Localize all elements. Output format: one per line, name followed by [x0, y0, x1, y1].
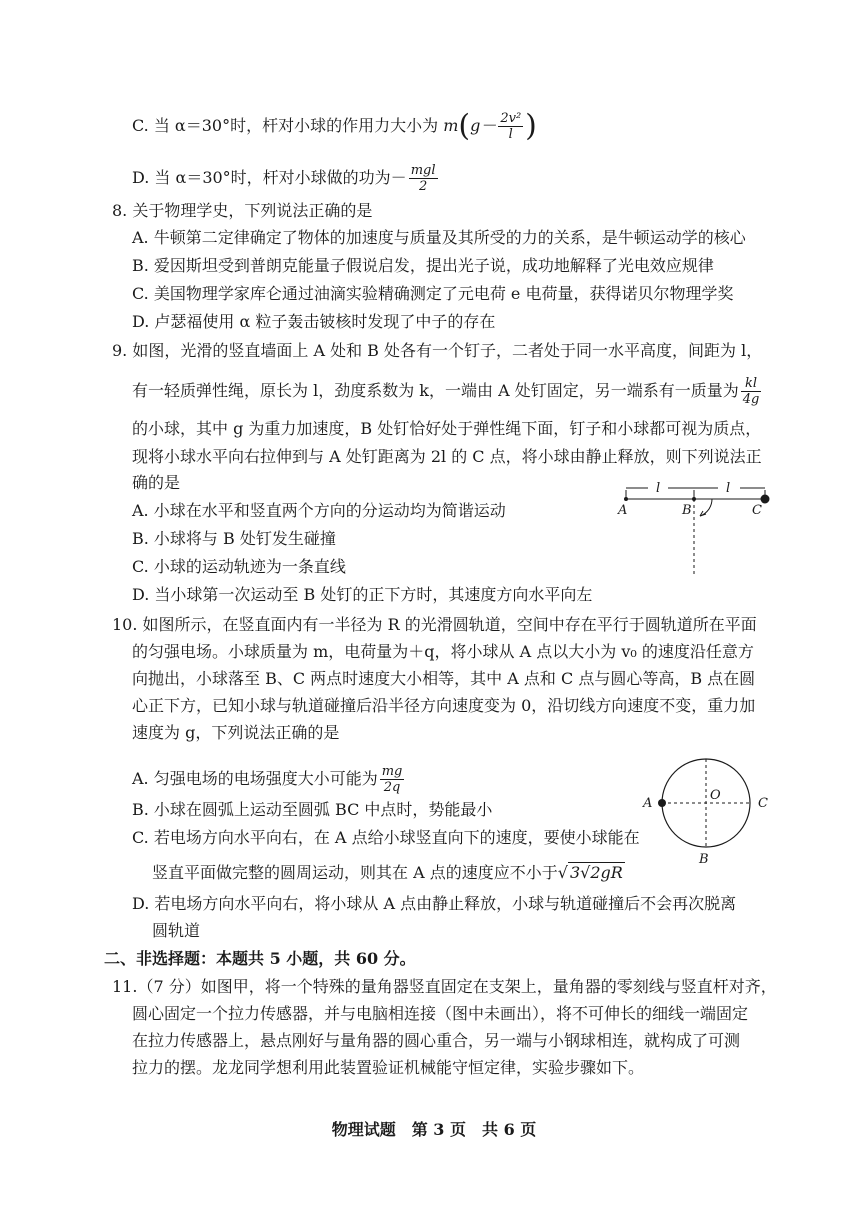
q9-line4: 现将小球水平向右拉伸到与 A 处钉距离为 2l 的 C 点，将小球由静止释放，则下列说法正	[132, 447, 762, 466]
page-footer: 物理试题 第 3 页 共 6 页	[331, 1120, 537, 1139]
q10-figure-label-b: B	[699, 852, 709, 867]
q8-option-b: B. 爱因斯坦受到普朗克能量子假说启发，提出光子说，成功地解释了光电效应规律	[132, 256, 714, 275]
section2-heading: 二、非选择题：本题共 5 小题，共 60 分。	[104, 949, 416, 968]
q10-line3: 向抛出，小球落至 B、C 两点时速度大小相等，其中 A 点和 C 点与圆心等高，B 点在圆	[132, 669, 756, 688]
q7-option-d-fraction: $\frac{\text{mgl}}{2}$	[410, 163, 436, 194]
q11-line4: 拉力的摆。龙龙同学想利用此装置验证机械能守恒定律，实验步骤如下。	[132, 1058, 645, 1077]
q10-option-c-line1: C. 若电场方向水平向右，在 A 点给小球竖直向下的速度，要使小球能在	[132, 828, 640, 847]
q10-option-d-line1: D. 若电场方向水平向右，将小球从 A 点由静止释放，小球与轨道碰撞后不会再次脱离	[132, 894, 737, 913]
q10-option-d-line2: 圆轨道	[152, 921, 201, 940]
q7-option-c-g: g－	[470, 116, 497, 135]
q10-option-c-sqrt: 3√2gR	[569, 863, 623, 882]
q10-option-a-text: A. 匀强电场的电场强度大小可能为	[132, 769, 378, 788]
q10-option-a	[132, 764, 406, 795]
q9-figure-label-a: A	[618, 503, 628, 518]
q9-figure	[610, 468, 780, 576]
q11-line1: 11.（7 分）如图甲，将一个特殊的量角器竖直固定在支架上，量角器的零刻线与竖直杆对齐，	[112, 977, 777, 996]
q10-line5: 速度为 g，下列说法正确的是	[132, 723, 340, 742]
q10-figure-label-a: A	[643, 796, 653, 811]
q7-option-d-text: D. 当 α＝30°时，杆对小球做的功为－	[132, 168, 407, 187]
q9-figure-label-c: C	[752, 503, 762, 518]
q9-line1: 9. 如图，光滑的竖直墙面上 A 处和 B 处各有一个钉子，二者处于同一水平高度，间距为 l，	[112, 341, 763, 360]
q9-figure-nail-a	[624, 497, 628, 501]
q7-option-d	[132, 163, 440, 194]
q8-stem: 8. 关于物理学史，下列说法正确的是	[112, 201, 373, 220]
q10-figure	[636, 754, 788, 870]
q11-line2: 圆心固定一个拉力传感器，并与电脑相连接（图中未画出），将不可伸长的细线一端固定	[132, 1004, 749, 1023]
q9-option-a: A. 小球在水平和竖直两个方向的分运动均为简谐运动	[132, 501, 506, 520]
q7-option-c-m: m	[443, 116, 459, 135]
q9-option-c: C. 小球的运动轨迹为一条直线	[132, 557, 346, 576]
q8-option-c: C. 美国物理学家库仑通过油滴实验精确测定了元电荷 e 电荷量，获得诺贝尔物理学奖	[132, 284, 734, 303]
q10-figure-ball	[658, 799, 666, 807]
q10-line2: 的匀强电场。小球质量为 m，电荷量为＋q，将小球从 A 点以大小为 v₀ 的速度沿任意方	[132, 642, 754, 661]
q11-line3: 在拉力传感器上，悬点刚好与量角器的圆心重合，另一端与小钢球相连，就构成了可测	[132, 1031, 741, 1050]
q10-figure-label-c: C	[758, 796, 768, 811]
q9-line2-text: 有一轻质弹性绳，原长为 l，劲度系数为 k，一端由 A 处钉固定，另一端系有一质量为	[132, 381, 739, 400]
q10-option-b: B. 小球在圆弧上运动至圆弧 BC 中点时，势能最小	[132, 800, 493, 819]
q10-line4: 心正下方，已知小球与轨道碰撞后沿半径方向速度变为 0，沿切线方向速度不变，重力加	[132, 696, 756, 715]
q8-option-a: A. 牛顿第二定律确定了物体的加速度与质量及其所受的力的关系，是牛顿运动学的核心	[132, 228, 746, 247]
q9-line3: 的小球，其中 g 为重力加速度，B 处钉恰好处于弹性绳下面，钉子和小球都可视为质点，	[132, 419, 762, 438]
q9-option-d: D. 当小球第一次运动至 B 处钉的正下方时，其速度方向水平向左	[132, 585, 593, 604]
q7-option-c-fraction: $\frac{\text{2v²}}{l}$	[500, 111, 522, 142]
q8-option-d: D. 卢瑟福使用 α 粒子轰击铍核时发现了中子的存在	[132, 312, 496, 331]
q10-figure-label-o: O	[710, 788, 721, 803]
q7-option-c: C. 当 α＝30°时，杆对小球的作用力大小为 m(g－ $\frac{\text{2v²}}{l}$ )	[132, 108, 537, 144]
q9-line5: 确的是	[132, 473, 181, 492]
q9-mass-fraction: $\frac{kl}{4g}$	[742, 376, 760, 407]
q10-option-a-fraction: $\frac{mg}{2q}$	[381, 764, 403, 795]
q9-figure-label-l2: l	[726, 481, 731, 496]
q9-figure-label-b: B	[682, 503, 692, 518]
q9-line2	[132, 376, 763, 407]
q7-option-c-text: C. 当 α＝30°时，杆对小球的作用力大小为	[132, 116, 444, 135]
q10-option-c-text: 竖直平面做完整的圆周运动，则其在 A 点的速度应不小于	[152, 863, 558, 882]
q10-line1: 10. 如图所示，在竖直面内有一半径为 R 的光滑圆轨道，空间中存在平行于圆轨道所在平面	[112, 615, 757, 634]
q9-option-b: B. 小球将与 B 处钉发生碰撞	[132, 529, 336, 548]
q10-option-c-line2: 竖直平面做完整的圆周运动，则其在 A 点的速度应不小于√ 3√2gR	[152, 863, 623, 882]
q9-figure-label-l1: l	[656, 481, 661, 496]
